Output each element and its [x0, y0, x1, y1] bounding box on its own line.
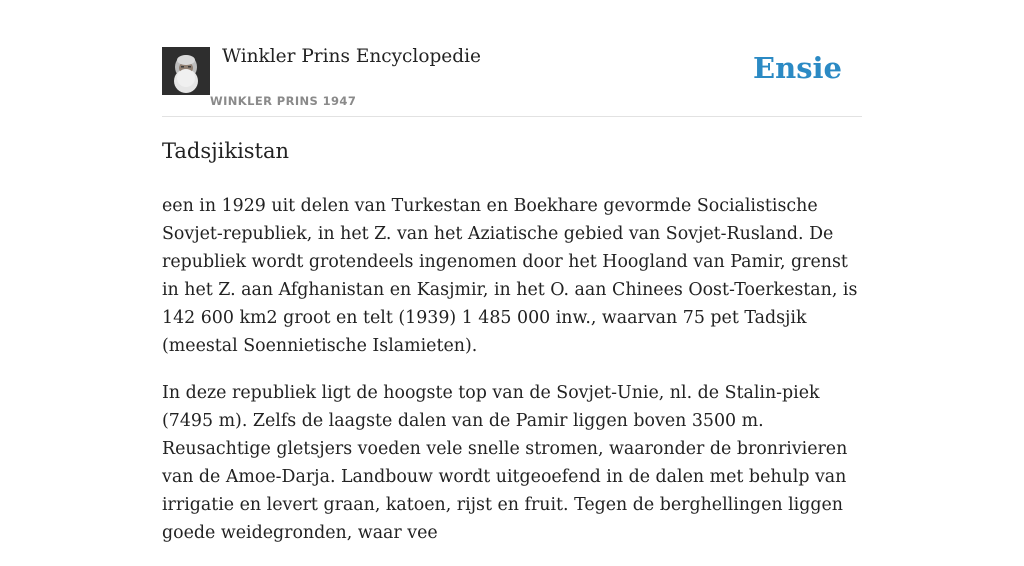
author-avatar[interactable] — [162, 47, 210, 95]
article-paragraph: In deze republiek ligt de hoogste top van de Sovjet-Unie, nl. de Stalin-piek (7495 m). Zelfs de laagste dalen van de Pamir liggen boven 3500 m. Reusachtige gletsjers voeden vele snelle stromen, waaronder de bronrivieren van de Amoe-Darja. Landbouw wordt uitgeoefend in de dalen met behulp van irrigatie en levert graan, katoen, rijst en fruit. Tegen de berghellingen liggen goede weidegronden, waar vee — [162, 383, 848, 543]
site-header — [162, 46, 862, 117]
article-title: Tadsjikistan — [162, 139, 290, 163]
edition-label[interactable]: WINKLER PRINS 1947 — [210, 94, 357, 108]
article-paragraph: een in 1929 uit delen van Turkestan en Boekhare gevormde Socialistische Sovjet-republiek, in het Z. van het Aziatische gebied van Sovjet-Rusland. De republiek wordt grotendeels ingenomen door het Hoogland van Pamir, grenst in het Z. aan Afghanistan en Kasjmir, in het O. aan Chinees Oost-Toerkestan, is 142 600 km2 groot en telt (1939) 1 485 000 inw., waarvan 75 pet Tadsjik (meestal Soennietische Islamieten). — [162, 196, 858, 356]
article-body — [162, 192, 862, 566]
site-name[interactable]: Winkler Prins Encyclopedie — [222, 46, 481, 67]
brand-logo[interactable]: Ensie — [753, 51, 842, 85]
